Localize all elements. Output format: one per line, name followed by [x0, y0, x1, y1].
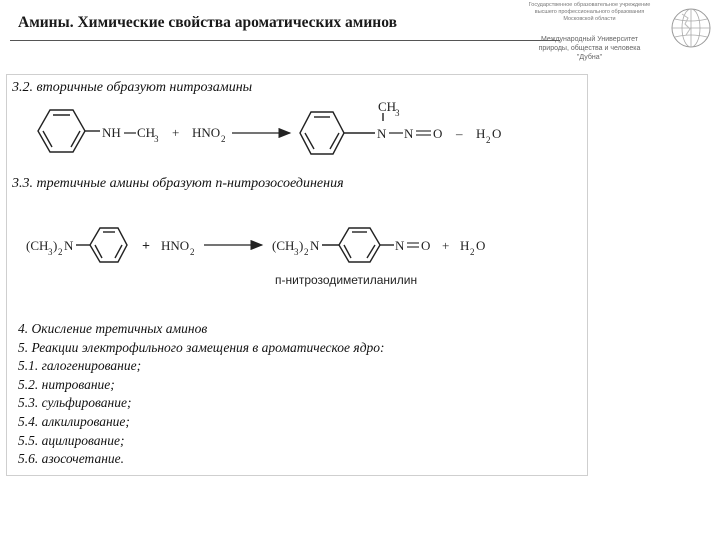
slide-title: Амины. Химические свойства ароматических аминов	[18, 14, 397, 31]
ch3-top-label: CH	[378, 99, 397, 114]
list-item: 5.2. нитрование;	[18, 376, 115, 392]
reactant-sub2: 2	[58, 247, 63, 257]
section-3-3-heading: 3.3. третичные амины образуют п-нитрозосоединения	[12, 176, 344, 191]
product-ch3: (CH	[272, 238, 295, 253]
plus-sign-2: +	[442, 238, 450, 253]
product-n: N	[310, 238, 320, 253]
list-item: 4. Окисление третичных аминов	[18, 321, 208, 336]
reactant-ch3: (CH	[26, 238, 49, 253]
benzene-ring-icon	[76, 228, 127, 262]
logo-main-line: природы, общества и человека	[538, 45, 641, 52]
nh-label: NH	[102, 125, 121, 140]
logo-main-line: "Дубна"	[576, 54, 603, 61]
logo-main-line: Международный Университет	[541, 36, 638, 43]
reactant-sub: 3	[48, 247, 53, 257]
section-3-2-heading: 3.2. вторичные образуют нитрозамины	[12, 80, 253, 95]
list-item: 5. Реакции электрофильного замещения в ароматическое ядро:	[18, 339, 385, 355]
reactant-n: N	[64, 238, 74, 253]
logo-small-line: Московской области	[563, 16, 616, 22]
hno2-label: HNO	[161, 238, 190, 253]
benzene-ring-icon	[322, 228, 394, 262]
reaction-list	[18, 320, 385, 469]
ch3-label: CH	[137, 125, 156, 140]
ch3-top-subscript: 3	[395, 108, 400, 118]
nitroso-o-label: O	[433, 126, 443, 141]
water-subscript: 2	[470, 247, 475, 257]
amine-n-label: N	[377, 126, 387, 141]
plus-sign: +	[172, 125, 180, 140]
water-o: O	[476, 238, 486, 253]
hno2-subscript: 2	[221, 134, 226, 144]
reaction-1	[38, 99, 501, 154]
list-item: 5.4. алкилирование;	[18, 413, 130, 429]
water-h: H	[476, 126, 486, 141]
benzene-ring-icon	[38, 110, 100, 152]
water-h: H	[460, 238, 470, 253]
logo-small-line: Государственное образовательное учреждение	[528, 2, 651, 8]
reaction-2	[26, 228, 485, 287]
benzene-ring-icon	[300, 112, 383, 154]
product-paren: )	[299, 238, 304, 253]
hno2-label: HNO	[192, 125, 221, 140]
list-item: 5.5. ацилирование;	[18, 432, 125, 448]
product-name-label: п-нитрозодиметиланилин	[275, 273, 418, 287]
reactant-paren: )	[53, 238, 58, 253]
hno2-subscript: 2	[190, 247, 195, 257]
minus-sign: –	[456, 126, 463, 141]
water-o: O	[492, 126, 502, 141]
water-subscript: 2	[486, 135, 491, 145]
logo-small-line: высшего профессионального образования	[534, 9, 645, 15]
plus-sign: +	[142, 239, 150, 254]
list-item: 5.1. галогенирование;	[18, 358, 142, 374]
list-item: 5.3. сульфирование;	[18, 395, 132, 411]
nitroso-n-label: N	[404, 126, 414, 141]
nitroso-o: O	[421, 238, 431, 253]
list-item: 5.6. азосочетание.	[18, 451, 125, 467]
nitroso-n: N	[395, 238, 405, 253]
product-sub2: 2	[304, 247, 309, 257]
ch3-subscript: 3	[154, 134, 159, 144]
product-sub: 3	[294, 247, 299, 257]
